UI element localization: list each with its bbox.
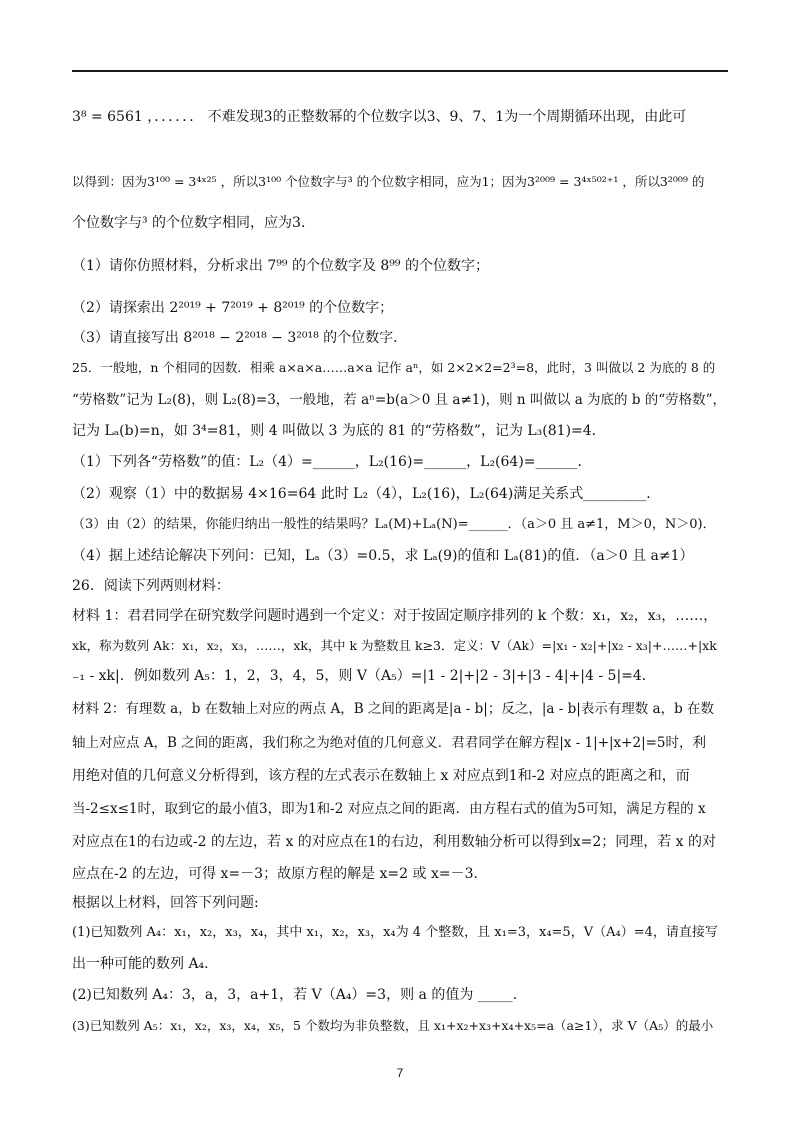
text-line: 材料 1：君君同学在研究数学问题时遇到一个定义：对于按固定顺序排列的 k 个数：x₁，x₂，x₃，……， [72,608,718,624]
text-line: xk，称为数列 Ak：x₁，x₂，x₃，……，xk，其中 k 为整数且 k≥3．定义：V（Ak）=|x₁ - x₂|+|x₂ - x₃|+……+|xk [72,638,717,653]
text-line: （4）据上述结论解决下列问：已知，Lₐ（3）=0.5，求 Lₐ(9)的值和 Lₐ(81)的值．（a＞0 且 a≠1） [72,548,694,564]
text-line: 以得到：因为3¹⁰⁰ = 3⁴ˣ²⁵ ，所以3¹⁰⁰ 个位数字与³ 的个位数字相同，应为1；因为3²⁰⁰⁹ = 3⁴ˣ⁵⁰²⁺¹ ，所以3²⁰⁰⁹ 的 [72,174,705,189]
text-line: 应点在-2 的左边，可得 x=－3；故原方程的解是 x=2 或 x=－3． [72,866,488,882]
text-line: “劳格数”记为 L₂(8)，则 L₂(8)=3，一般地，若 aⁿ=b(a＞0 且 a≠1)，则 n 叫做以 a 为底的 b 的“劳格数”， [72,392,727,408]
text-line: 出一种可能的数列 A₄. [72,956,209,972]
text-line: 根据以上材料，回答下列问题: [72,895,259,911]
text-line: 材料 2：有理数 a，b 在数轴上对应的两点 A，B 之间的距离是|a - b|；反之，|a - b|表示有理数 a，b 在数 [72,701,715,717]
text-line: （1）下列各“劳格数”的值：L₂（4）=______，L₂(16)=______，L₂(64)=______． [72,454,592,470]
text-line: 3⁸ = 6561 ，．．．．．． 不难发现3的正整数幂的个位数字以3、9、7、1为一个周期循环出现，由此可 [72,109,687,125]
text-line: 25．一般地，n 个相同的因数．相乘 a×a×a……a×a 记作 aⁿ，如 2×2×2=2³=8，此时，3 叫做以 2 为底的 8 的 [72,360,716,375]
text-line: 当-2≤x≤1时，取到它的最小值3，即为1和-2 对应点之间的距离．由方程右式的值为5可知，满足方程的 x [72,801,706,817]
text-line: (2)已知数列 A₄：3，a，3，a+1，若 V（A₄）=3，则 a 的值为 _____. [72,987,518,1003]
text-line: (3)已知数列 A₅：x₁，x₂，x₃，x₄，x₅，5 个数均为非负整数，且 x₁+x₂+x₃+x₄+x₅=a（a≥1），求 V（A₅）的最小 [72,1018,714,1033]
page-number: 7 [396,1066,404,1080]
text-line: ₋₁ - xk|．例如数列 A₅：1，2，3，4，5，则 V（A₅）=|1 - 2|+|2 - 3|+|3 - 4|+|4 - 5|=4． [72,668,656,684]
text-line: （1）请你仿照材料，分析求出 7⁹⁹ 的个位数字及 8⁹⁹ 的个位数字； [72,258,489,274]
text-line: （3）请直接写出 8²⁰¹⁸ − 2²⁰¹⁸ − 3²⁰¹⁸ 的个位数字． [72,330,408,346]
text-line: 对应点在1的右边或-2 的左边，若 x 的对应点在1的右边，利用数轴分析可以得到x=2；同理，若 x 的对 [72,834,717,850]
text-line: 用绝对值的几何意义分析得到，该方程的左式表示在数轴上 x 对应点到1和-2 对应点的距离之和，而 [72,768,690,784]
text-line: （2）请探索出 2²⁰¹⁹ + 7²⁰¹⁹ + 8²⁰¹⁹ 的个位数字； [72,300,394,316]
text-line: 个位数字与³ 的个位数字相同，应为3． [72,215,315,231]
text-line: 26．阅读下列两则材料： [72,578,230,594]
text-line: （2）观察（1）中的数据易 4×16=64 此时 L₂（4），L₂(16)，L₂(64)满足关系式_________． [72,486,661,502]
text-line: （3）由（2）的结果，你能归纳出一般性的结果吗？Lₐ(M)+Lₐ(N)=______．（a＞0 且 a≠1，M＞0，N＞0)． [72,517,716,532]
header-rule [72,70,728,72]
text-line: 轴上对应点 A，B 之间的距离，我们称之为绝对值的几何意义．君君同学在解方程|x - 1|+|x+2|=5时，利 [72,735,707,751]
text-line: (1)已知数列 A₄：x₁，x₂，x₃，x₄，其中 x₁，x₂，x₃，x₄为 4 个整数，且 x₁=3，x₄=5，V（A₄）=4，请直接写 [72,925,718,940]
text-line: 记为 Lₐ(b)=n，如 3⁴=81，则 4 叫做以 3 为底的 81 的“劳格数”，记为 L₃(81)=4． [72,423,606,439]
